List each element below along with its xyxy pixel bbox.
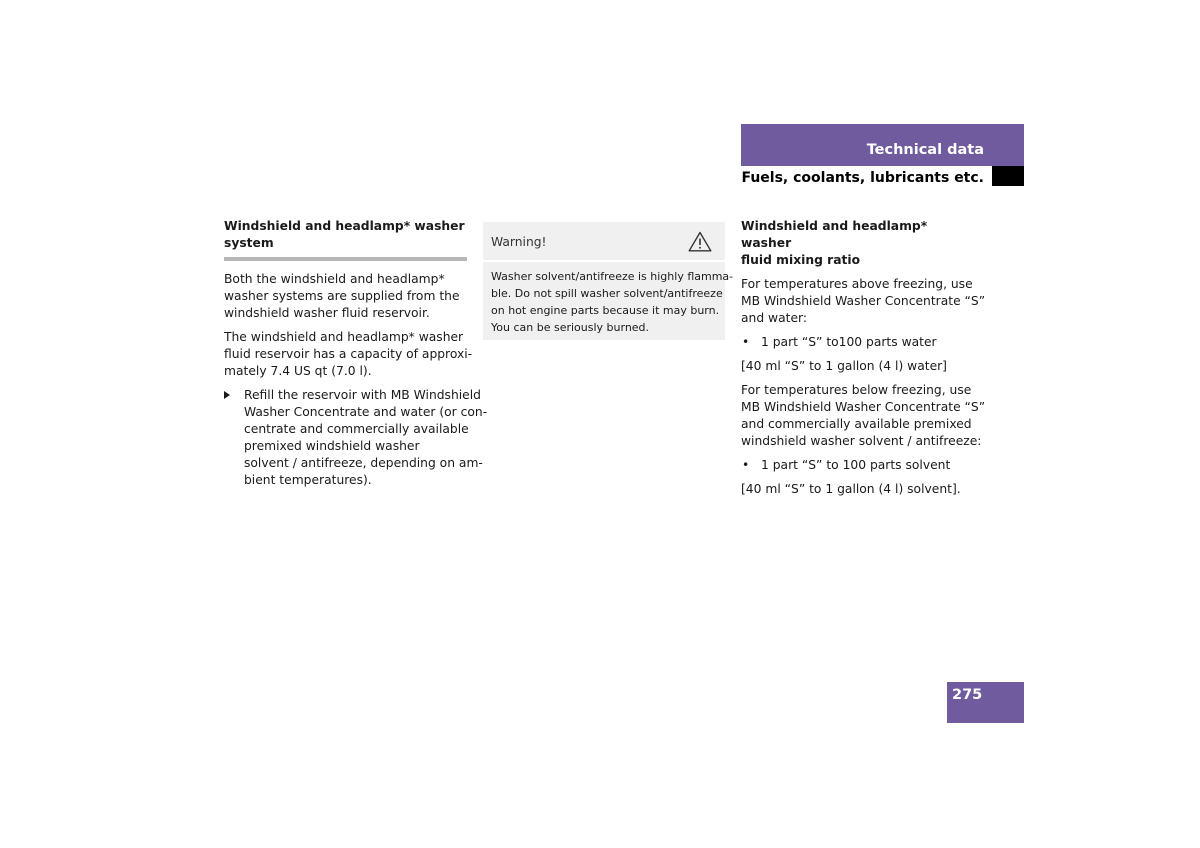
arrow-right-icon [224,391,230,399]
page-number: 275 [952,687,983,703]
paragraph: The windshield and headlamp* washer fluid reservoir has a capacity of approxi- mately 7.4 US qt (7.0 l). [224,330,473,378]
ratio-note: [40 ml “S” to 1 gallon (4 l) solvent]. [741,482,961,496]
page-number-box [947,682,1024,723]
warning-text: Washer solvent/antifreeze is highly flamma- ble. Do not spill washer solvent/antifreeze on hot engine parts because it may burn. You can be seriously burned. [491,270,734,334]
instruction-step: Refill the reservoir with MB Windshield Washer Concentrate and water (or con- centrate and commercially available premixed windshield washer solvent / antifreeze, depending on am- bient temperatures). [224,387,467,489]
heading-rule [224,257,467,261]
column-mixing-ratio [741,218,986,505]
subsection-title: Fuels, coolants, lubricants etc. [741,170,984,186]
section-title: Technical data [866,142,984,158]
paragraph: For temperatures below freezing, use MB Windshield Washer Concentrate “S” and commercially available premixed windshield washer solvent / antifreeze: [741,383,986,448]
bullet-icon: • [742,458,750,472]
warning-header [483,222,725,262]
ratio-note: [40 ml “S” to 1 gallon (4 l) water] [741,359,947,373]
paragraph: For temperatures above freezing, use MB Windshield Washer Concentrate “S” and water: [741,277,986,325]
warning-triangle-icon [688,231,712,252]
bullet-icon: • [742,335,750,349]
column-reservoir [224,218,488,496]
mixing-ratio-heading: Windshield and headlamp* washer fluid mixing ratio [741,219,928,267]
section-header-band [741,124,1024,166]
warning-box [483,222,734,340]
bullet-item: • 1 part “S” to100 parts water [742,335,937,349]
reservoir-heading: Windshield and headlamp* washer system [224,219,465,250]
paragraph: Both the windshield and headlamp* washer systems are supplied from the windshield washer fluid reservoir. [224,272,460,320]
warning-title: Warning! [491,235,547,249]
bullet-item: • 1 part “S” to 100 parts solvent [742,458,951,472]
thumb-tab [992,166,1024,186]
